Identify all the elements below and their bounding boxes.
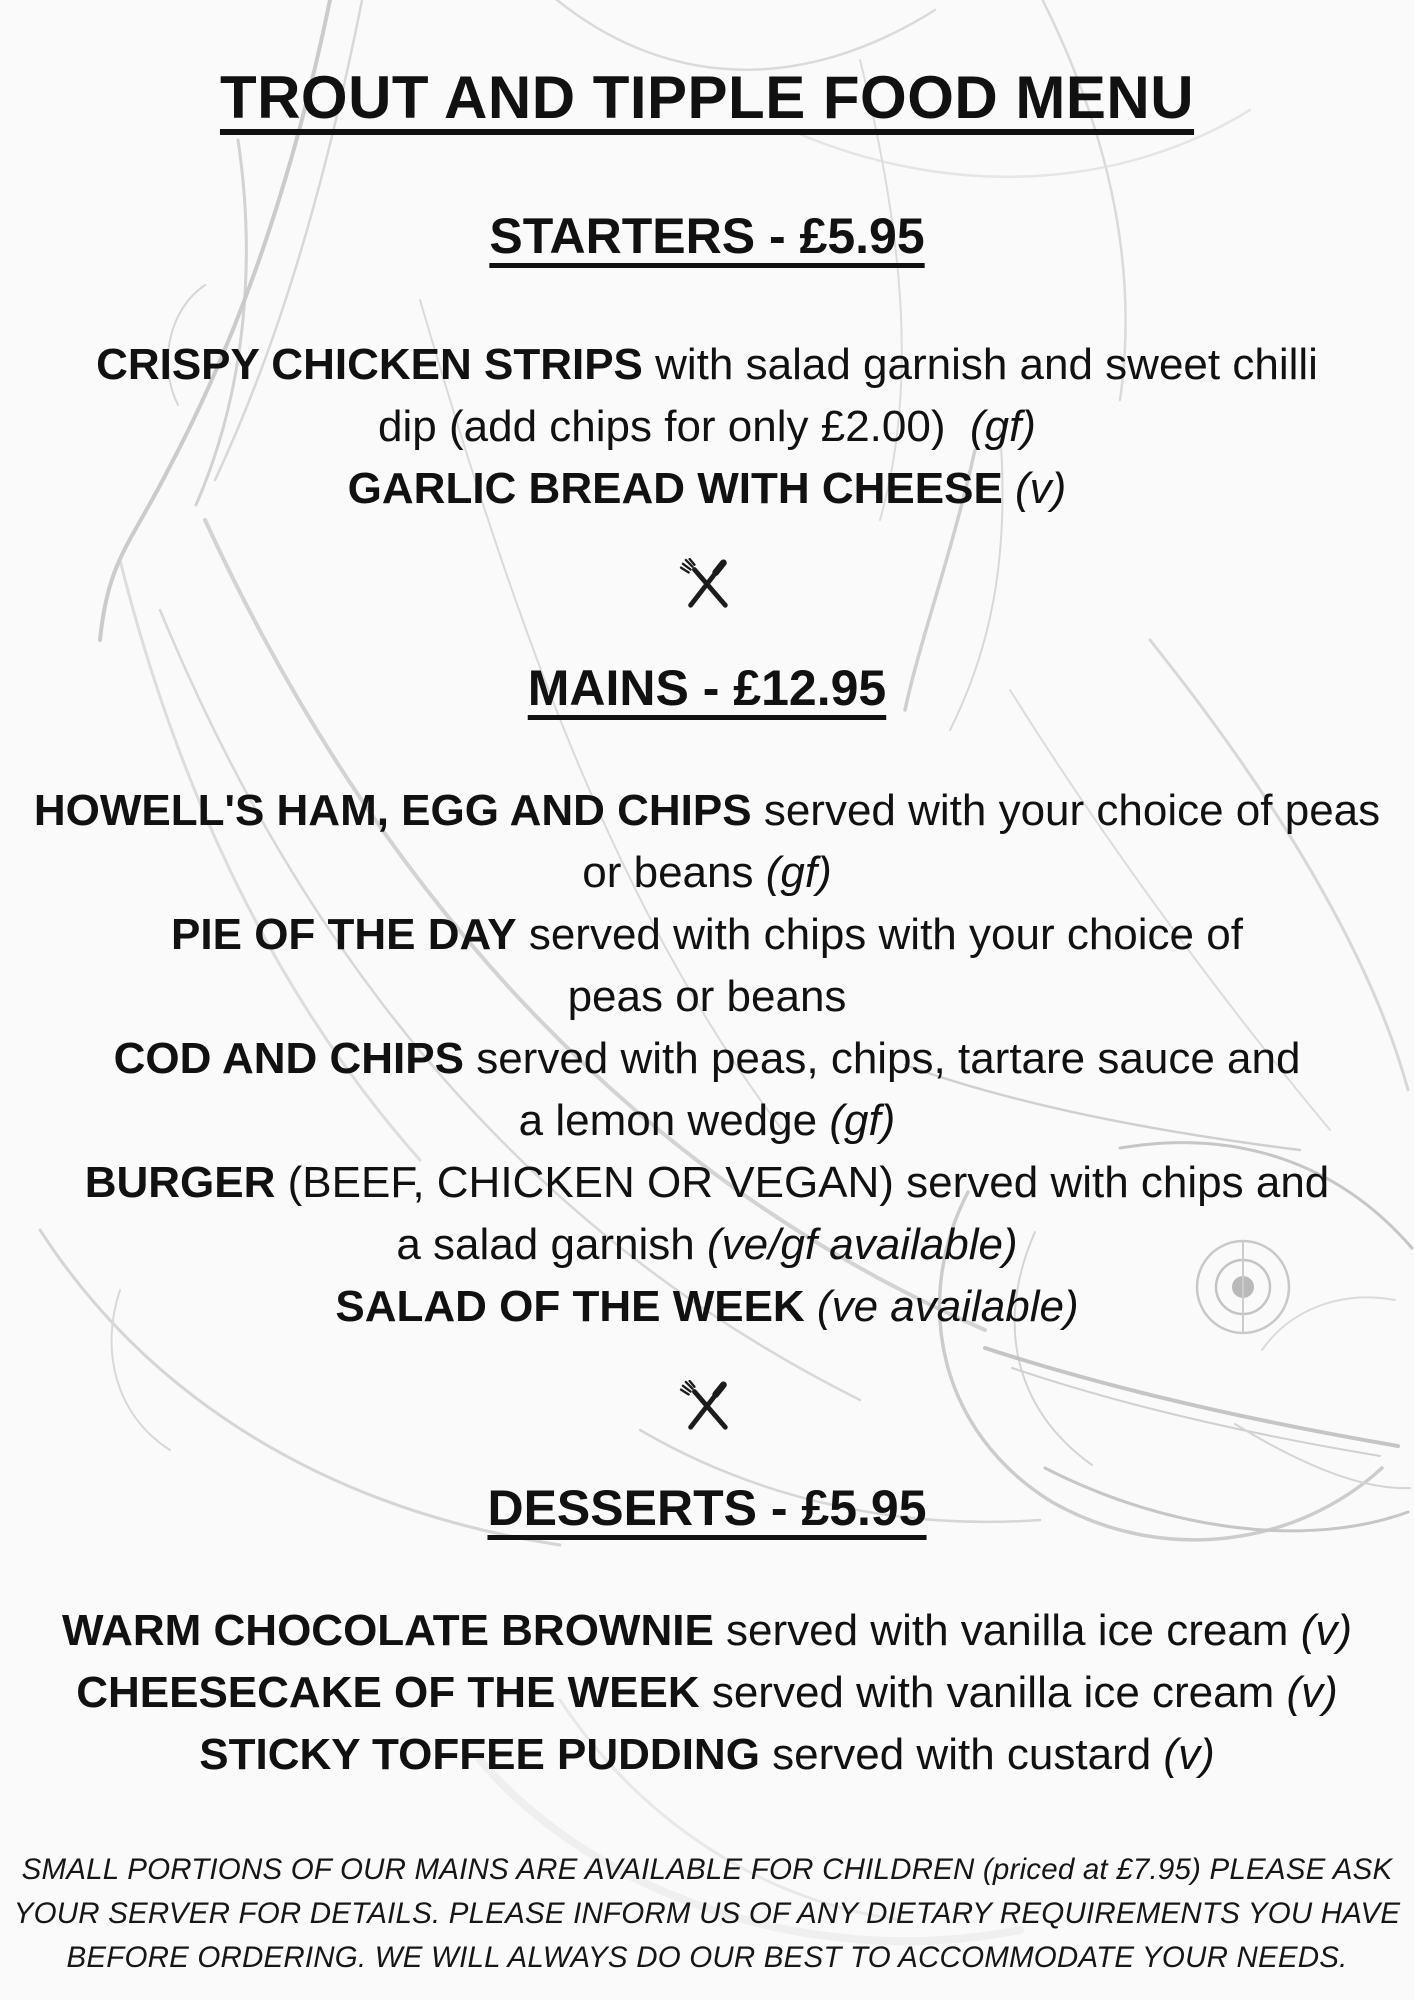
menu-item-line [0, 1600, 1414, 1662]
section-divider [0, 1380, 1414, 1434]
footer-line: SMALL PORTIONS OF OUR MAINS ARE AVAILABLE FOR CHILDREN (priced at £7.95) PLEASE ASK [21, 1853, 1393, 1886]
section-divider [0, 558, 1414, 612]
item-note: (gf) [969, 402, 1036, 451]
item-note: (v) [1002, 464, 1067, 513]
crossed-cutlery-divider-icon [678, 558, 736, 612]
item-name: CRISPY CHICKEN STRIPS [96, 340, 643, 389]
item-name: CHEESECAKE OF THE WEEK [76, 1668, 700, 1717]
item-desc: served with custard [759, 1730, 1164, 1779]
item-name: BURGER [84, 1158, 276, 1207]
menu-item-line [0, 780, 1414, 842]
menu-item-line [0, 334, 1414, 396]
item-desc: dip (add chips for only £2.00) [378, 402, 970, 451]
item-name: PIE OF THE DAY [171, 910, 517, 959]
page-title: TROUT AND TIPPLE FOOD MENU [219, 64, 1195, 131]
menu-item-line [0, 396, 1414, 458]
menu-item-line [0, 1152, 1414, 1214]
item-note: (ve available) [804, 1282, 1079, 1331]
item-desc: served with vanilla ice cream [699, 1668, 1287, 1717]
item-name: COD AND CHIPS [113, 1034, 464, 1083]
item-name: WARM CHOCOLATE BROWNIE [62, 1606, 714, 1655]
crossed-cutlery-divider-icon [678, 1380, 736, 1434]
menu-item-line [0, 1214, 1414, 1276]
section-heading-desserts: DESSERTS - £5.95 [487, 1480, 927, 1536]
item-desc: peas or beans [567, 972, 847, 1021]
item-desc: a lemon wedge [518, 1096, 830, 1145]
footer-note [0, 1848, 1414, 1980]
menu-item-line [0, 458, 1414, 520]
item-desc: served with peas, chips, tartare sauce and [463, 1034, 1301, 1083]
item-desc: or beans [582, 848, 766, 897]
menu-item-line [0, 1276, 1414, 1338]
item-desc: (BEEF, CHICKEN OR VEGAN) served with chips and [275, 1158, 1330, 1207]
mains-items [0, 780, 1414, 1338]
item-note: (gf) [765, 848, 832, 897]
menu-item-line [0, 1724, 1414, 1786]
footer-line: YOUR SERVER FOR DETAILS. PLEASE INFORM US OF ANY DIETARY REQUIREMENTS YOU HAVE [13, 1897, 1401, 1930]
item-desc: a salad garnish [396, 1220, 708, 1269]
section-heading-mains: MAINS - £12.95 [527, 660, 887, 716]
item-note: (v) [1163, 1730, 1215, 1779]
item-name: HOWELL'S HAM, EGG AND CHIPS [33, 786, 752, 835]
item-desc: with salad garnish and sweet chilli [642, 340, 1318, 389]
item-note: (v) [1300, 1606, 1352, 1655]
menu-item-line [0, 842, 1414, 904]
item-name: GARLIC BREAD WITH CHEESE [347, 464, 1003, 513]
item-desc: served with your choice of peas [751, 786, 1381, 835]
menu-item-line [0, 966, 1414, 1028]
menu-item-line [0, 1090, 1414, 1152]
menu-item-line [0, 1028, 1414, 1090]
footer-line: BEFORE ORDERING. WE WILL ALWAYS DO OUR BEST TO ACCOMMODATE YOUR NEEDS. [66, 1941, 1348, 1974]
desserts-items [0, 1600, 1414, 1786]
item-name: STICKY TOFFEE PUDDING [199, 1730, 760, 1779]
menu-item-line [0, 1662, 1414, 1724]
item-note: (v) [1286, 1668, 1338, 1717]
item-note: (ve/gf available) [707, 1220, 1018, 1269]
section-heading-starters: STARTERS - £5.95 [489, 208, 925, 264]
menu-item-line [0, 904, 1414, 966]
item-desc: served with vanilla ice cream [713, 1606, 1301, 1655]
starters-items [0, 334, 1414, 520]
item-desc: served with chips with your choice of [516, 910, 1243, 959]
item-name: SALAD OF THE WEEK [335, 1282, 805, 1331]
item-note: (gf) [829, 1096, 896, 1145]
